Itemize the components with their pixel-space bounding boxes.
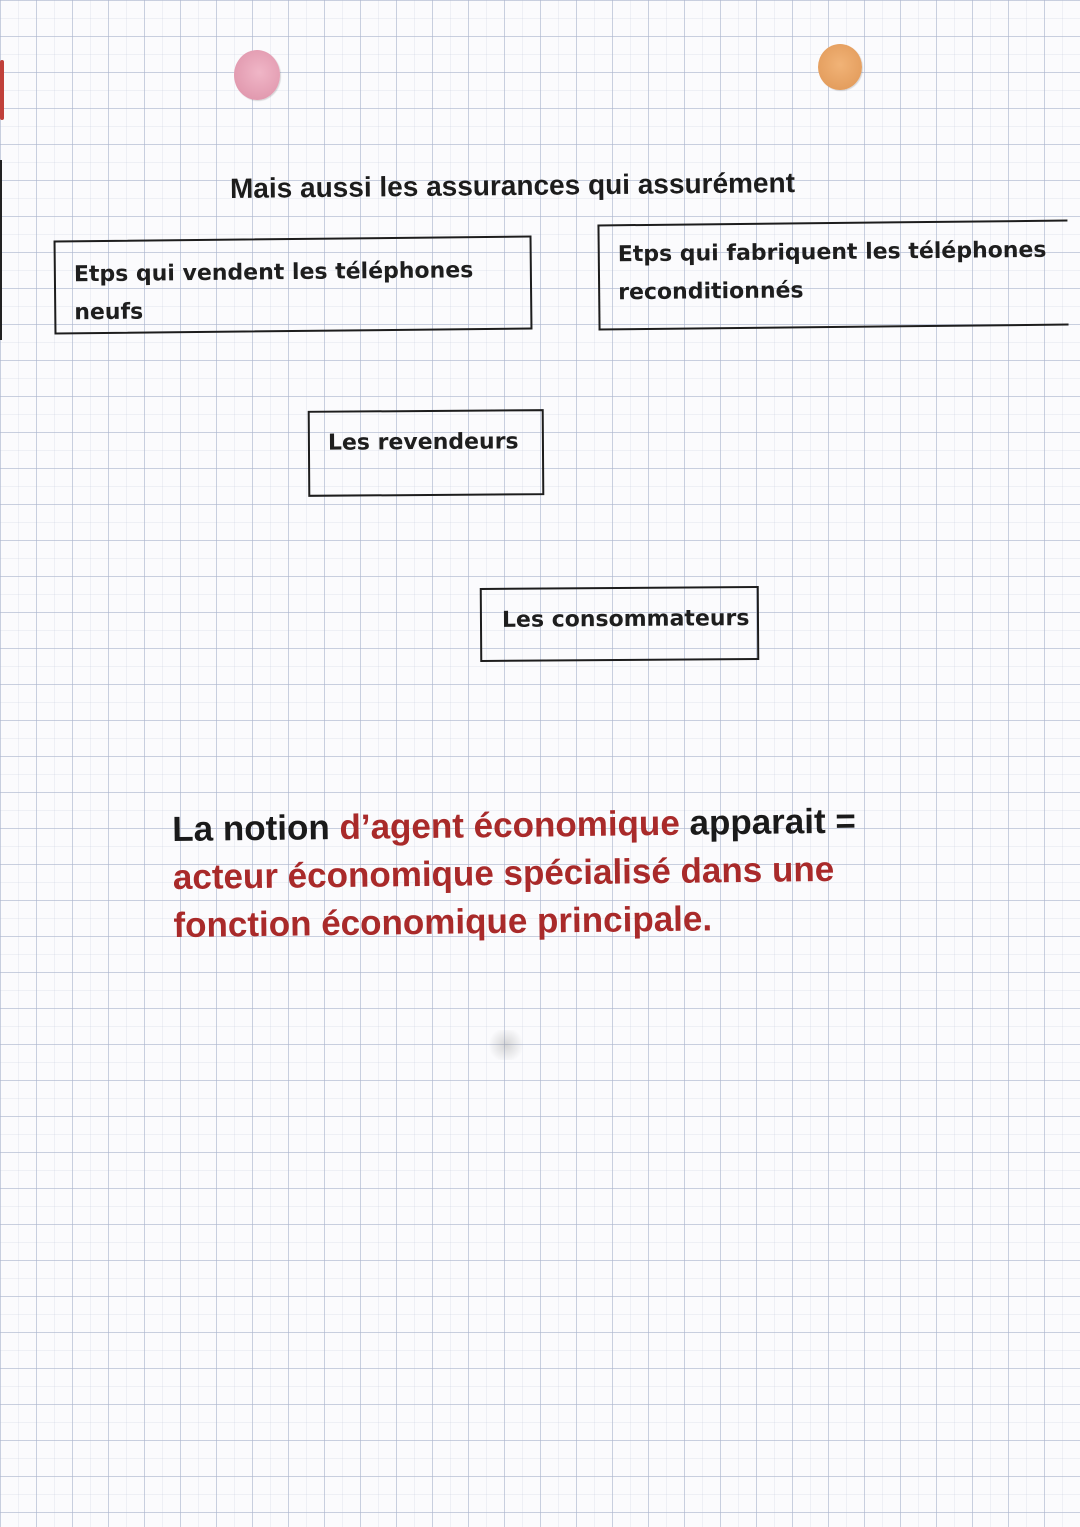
box-etps-neufs: [54, 235, 533, 334]
box-etps-neufs-label: Etps qui vendent les téléphones neufs: [73, 258, 474, 326]
definition-term: d’agent économique: [339, 803, 681, 847]
edge-dark-mark: [0, 160, 2, 340]
paper-smudge: [486, 1030, 526, 1060]
page-heading: Mais aussi les assurances qui assurément: [229, 167, 796, 204]
definition-text: [172, 797, 874, 950]
box-revendeurs: [308, 409, 545, 497]
definition-meaning: acteur économique spécialisé dans une fonction économique principale.: [172, 849, 835, 945]
box-etps-reconditionnes: [597, 220, 1068, 331]
definition-part1: La notion: [172, 807, 340, 849]
box-revendeurs-label: Les revendeurs: [327, 429, 519, 456]
box-consommateurs-label: Les consommateurs: [501, 606, 750, 633]
box-etps-reconditionnes-line1: Etps qui fabriquent les téléphones: [617, 237, 1047, 268]
box-etps-reconditionnes-line2: reconditionnés: [618, 278, 804, 306]
edge-red-mark: [0, 60, 4, 120]
pink-dot-sticker: [234, 50, 280, 100]
page-edge-marks: [0, 40, 4, 340]
box-consommateurs: [480, 586, 760, 662]
orange-dot-sticker: [818, 44, 862, 90]
definition-part3: apparait =: [679, 801, 857, 843]
